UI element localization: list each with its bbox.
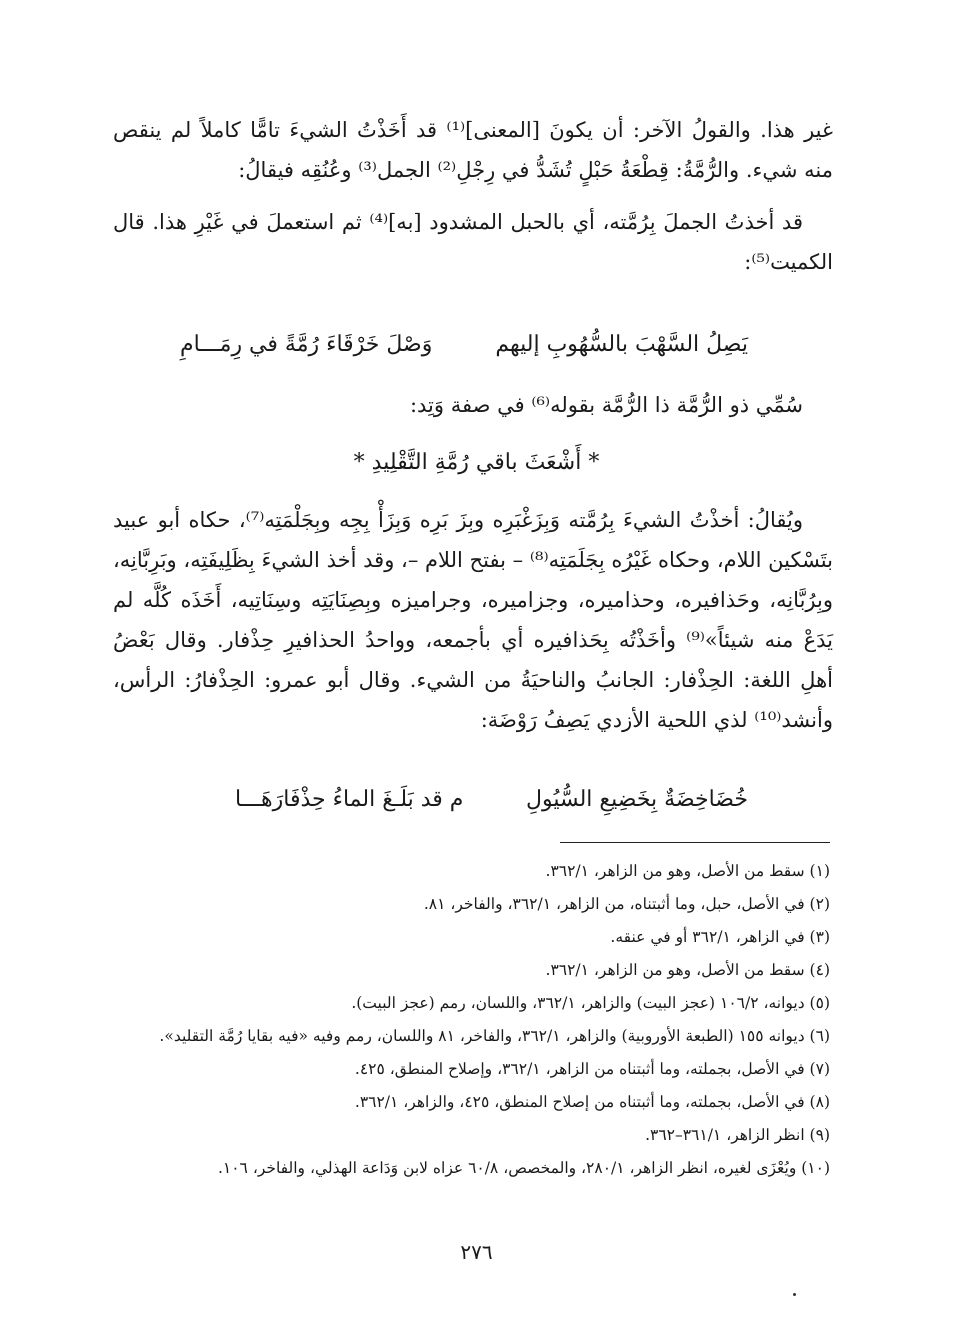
paragraph-2: قد أخذتُ الجملَ بِرُمَّته، أي بالحبل المشدود [به]⁽⁴⁾ ثم استعملَ في غَيْرِ هذا. قال الكميت⁽⁵⁾:	[113, 210, 833, 274]
footnote-7: (٧) في الأصل، بجملته، وما أثبتناه من الزاهر، ٣٦٢/١، وإصلاح المنطق، ٤٢٥.	[354, 1060, 830, 1078]
verse-1-right-hemistich: يَصِلُ السَّهْبَ بالسُّهُوبِ إليهم	[495, 332, 748, 357]
footnote-3: (٣) في الزاهر، ٣٦٢/١ أو في عنقه.	[610, 928, 830, 946]
scan-speck	[793, 1293, 796, 1296]
main-text-block-2	[113, 385, 833, 425]
main-text-block-3	[113, 500, 833, 740]
paragraph-1: غير هذا. والقولُ الآخر: أن يكونَ [المعنى]⁽¹⁾ قد أَخَذْتُ الشيءَ تامًّا كاملاً لم ينقص منه شيء. والرُّمَّةُ: قِطْعَةُ حَبْلٍ تُشَدُّ في رِجْلِ⁽²⁾ الجمل⁽³⁾ وعُنُقِه فيقالُ:	[113, 118, 834, 182]
verse-2: * أَشْعَثَ باقي رُمَّةِ التَّقْلِيدِ *	[353, 450, 600, 475]
verse-1-left-hemistich: وَصْلَ خَرْقَاءَ رُمَّةً في رِمَـــامِ	[180, 332, 433, 357]
footnote-1: (١) سقط من الأصل، وهو من الزاهر، ٣٦٢/١.	[545, 862, 830, 880]
page-number: ٢٧٦	[460, 1240, 493, 1264]
footnote-9: (٩) انظر الزاهر، ٣٦١/١–٣٦٢.	[645, 1126, 830, 1144]
footnote-4: (٤) سقط من الأصل، وهو من الزاهر، ٣٦٢/١.	[545, 961, 830, 979]
main-text-block-1	[113, 110, 833, 282]
footnote-2: (٢) في الأصل، حبل، وما أثبتناه، من الزاهر، ٣٦٢/١، والفاخر، ٨١.	[423, 895, 830, 913]
footnote-10: (١٠) ويُعْزَى لغيره، انظر الزاهر، ٢٨٠/١، والمخصص، ٦٠/٨ عزاه لابن وَدَاعة الهذلي، والفاخر، ١٠٦.	[217, 1159, 830, 1177]
footnotes	[125, 855, 830, 1185]
footnote-5: (٥) ديوانه، ١٠٦/٢ (عجز البيت) والزاهر، ٣٦٢/١، واللسان، رمم (عجز البيت).	[351, 994, 830, 1012]
paragraph-4: ويُقالُ: أخذْتُ الشيءَ بِرُمَّته وَبِزَغْبَرِه وبِزَ بَرِه وَبِزَأْ بِجِه وبِجَلْمَتِه⁽⁷⁾، حكاه أبو عبيد بتَسْكين اللام، وحكاه غَيْرُه بِجَلَمَتِه⁽⁸⁾ – بفتح اللام –، وقد أخذ الشيءَ بِظَلِيفَتِه، وبَرِبَّانِه، وبِرُبَّانِه، وحَذافيره، وحذاميره، وجزاميره، وجراميزه وبِصِنَايَتِه وسِنَاتِيه، أَخَذَه كُلَّه لم يَدَعْ منه شيئاً»⁽⁹⁾ وأخَذْتُه بِحَذافيره أي بأجمعه، وواحدُ الحذافيرِ حِذْفار. وقال بَعْضُ أهلِ اللغة: الحِذْفار: الجانبُ والناحيَةُ من الشيء. وقال أبو عمرو: الحِذْفارُ: الرأس، وأنشد⁽¹⁰⁾ لذي اللحية الأزدي يَصِفُ رَوْضَة:	[113, 508, 833, 732]
footnote-8: (٨) في الأصل، بجملته، وما أثبتناه من إصلاح المنطق، ٤٢٥، والزاهر، ٣٦٢/١.	[354, 1093, 830, 1111]
paragraph-3: سُمِّي ذو الرُّمَّة ذا الرُّمَّة بقوله⁽⁶⁾ في صفة وَتِد:	[409, 393, 803, 417]
verse-3-left-hemistich: م قد بَلَـغَ الماءُ حِذْفَارَهَـــا	[235, 787, 464, 812]
verse-3-right-hemistich: خُضَاخِضَةٌ بِخَضِيعِ السُّيُولِ	[525, 787, 748, 812]
footnote-separator	[560, 842, 830, 843]
footnote-6: (٦) ديوانه ١٥٥ (الطبعة الأوروبية) والزاهر، ٣٦٢/١، والفاخر، ٨١ واللسان، رمم وفيه «فيه بقايا رُمَّة التقليد».	[159, 1027, 830, 1045]
